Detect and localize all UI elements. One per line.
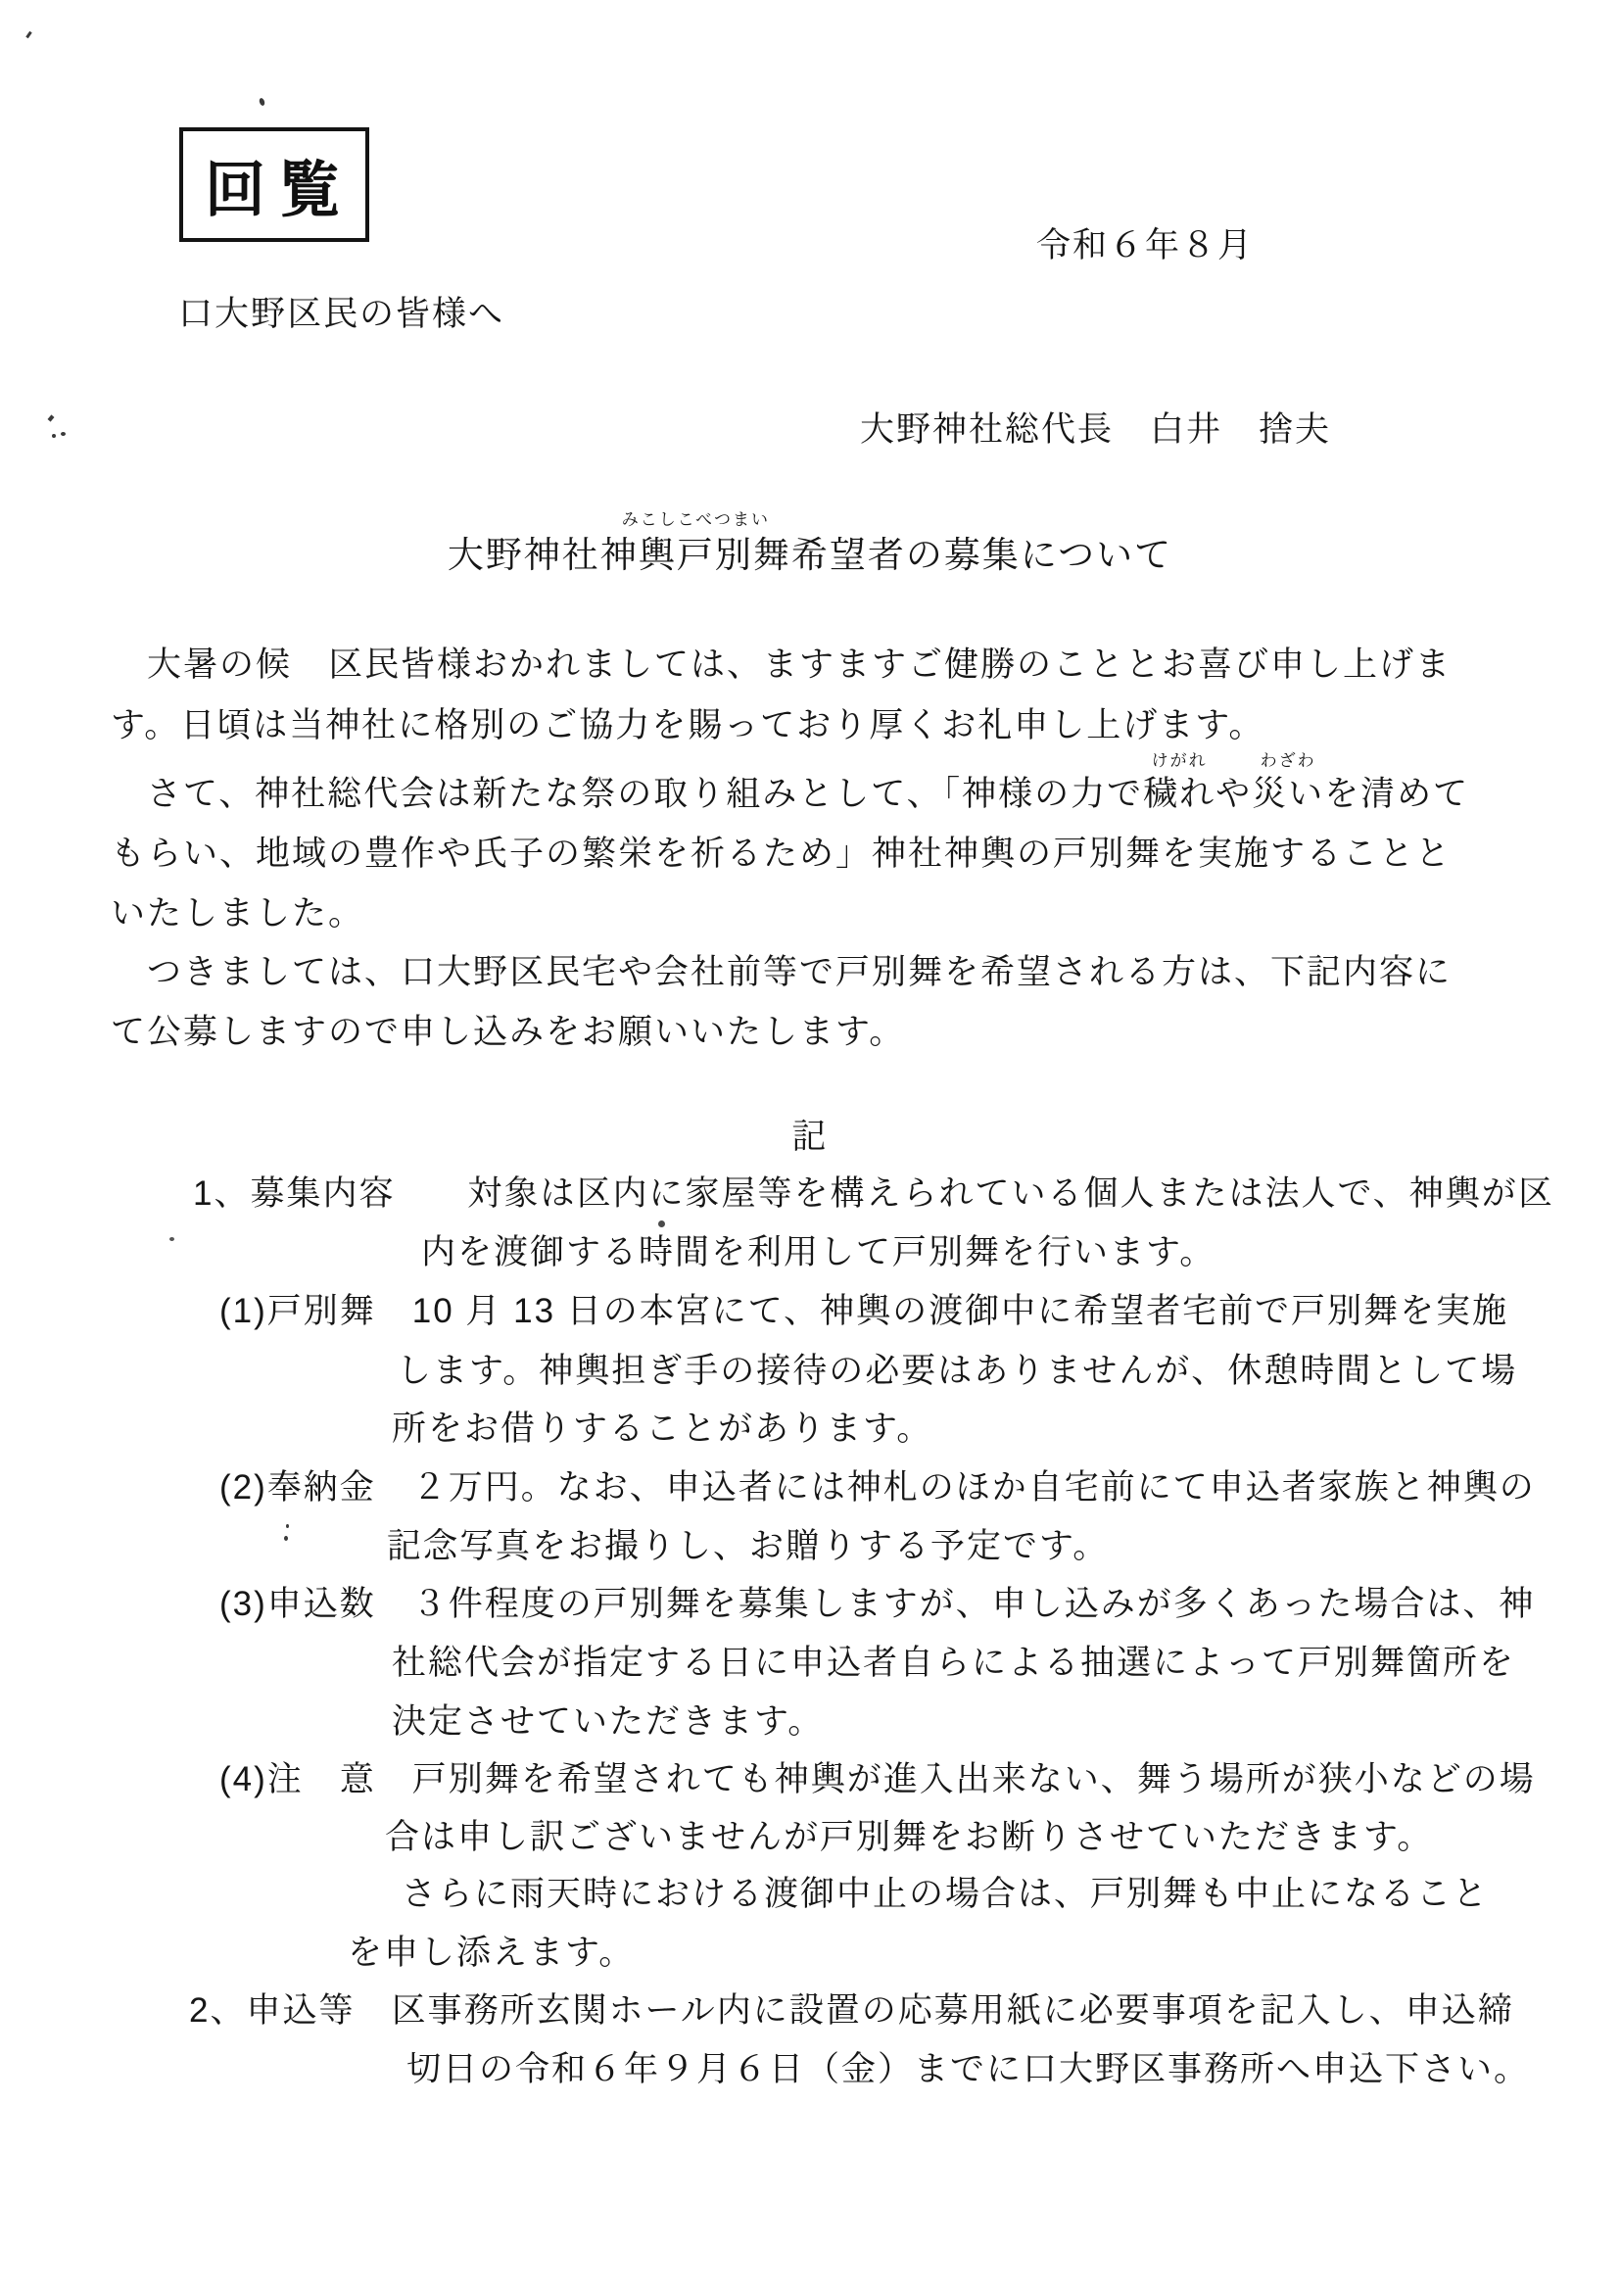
item-line: 1、募集内容 対象は区内に家屋等を構えられている個人または法人で、神輿が区 <box>193 1174 1554 1213</box>
body-line: つきましては、口大野区民宅や会社前等で戸別舞を希望される方は、下記内容に <box>111 953 1453 991</box>
issue-date: 令和６年８月 <box>1036 226 1255 264</box>
scan-speck <box>658 1220 665 1227</box>
circulation-stamp-label: 回覧 <box>204 157 354 224</box>
item-line: 記念写真をお撮りし、お贈りする予定です。 <box>387 1527 1110 1565</box>
scan-speck <box>52 434 56 438</box>
item-line: します。神輿担ぎ手の接待の必要はありませんが、休憩時間として場 <box>397 1352 1518 1390</box>
scan-speck <box>169 1237 174 1241</box>
item-line: 決定させていただきます。 <box>392 1702 825 1741</box>
item-line: を申し添えます。 <box>348 1934 636 1972</box>
item-line: (4)注 意 戸別舞を希望されても神輿が進入出来ない、舞う場所が狭小などの場 <box>219 1760 1536 1798</box>
scan-speck <box>25 31 31 38</box>
item-line: (1)戸別舞 10 月 13 日の本宮にて、神輿の渡御中に希望者宅前で戸別舞を実施 <box>219 1292 1509 1330</box>
body-line <box>111 751 1470 817</box>
body-text: を清めて <box>1324 775 1470 813</box>
item-line: 切日の令和６年９月６日（金）までに口大野区事務所へ申込下さい。 <box>406 2050 1531 2088</box>
item-line: さらに雨天時における渡御中止の場合は、戸別舞も中止になること <box>402 1875 1490 1913</box>
title-suffix: 希望者の募集について <box>790 535 1173 575</box>
item-line: 2、申込等 区事務所玄関ホール内に設置の応募用紙に必要事項を記入し、申込締 <box>189 1991 1514 2030</box>
title-prefix: 大野神社 <box>447 535 600 575</box>
title-ruby-host <box>599 510 791 578</box>
item-line: 所をお借りすることがあります。 <box>392 1410 933 1448</box>
body-line: いたしました。 <box>111 894 365 933</box>
title-ruby-base: 神輿戸別舞 <box>599 535 791 575</box>
scan-speck <box>259 97 265 106</box>
body-line: す。日頃は当神社に格別のご協力を賜っており厚くお礼申し上げます。 <box>111 706 1265 744</box>
ruby-base: 災い <box>1252 775 1325 813</box>
item-line: (2)奉納金 ２万円。なお、申込者には神札のほか自宅前にて申込者家族と神輿の <box>219 1468 1536 1507</box>
furigana: わざわ <box>1260 751 1316 770</box>
title-furigana: みこしこべつまい <box>621 510 771 529</box>
item-line: 合は申し訳ございませんが戸別舞をお断りさせていただきます。 <box>385 1818 1434 1856</box>
body-line: て公募しますので申し込みをお願いいたします。 <box>111 1013 906 1051</box>
recipient-line: 口大野区民の皆様へ <box>178 295 505 333</box>
item-line: 内を渡御する時間を利用して戸別舞を行います。 <box>421 1233 1216 1271</box>
record-marker: 記 <box>791 1118 829 1156</box>
sender-line: 大野神社総代長 白井 捨夫 <box>860 410 1332 449</box>
scan-speck <box>286 1524 289 1528</box>
body-text: や <box>1215 775 1253 813</box>
ruby-host <box>1252 751 1325 817</box>
scan-speck <box>48 414 55 421</box>
body-line: もらい、地域の豊作や氏子の繁栄を祈るため」神社神輿の戸別舞を実施することと <box>111 835 1453 873</box>
circulation-stamp <box>179 127 369 242</box>
body-line: 大暑の候 区民皆様おかれましては、ますますご健勝のこととお喜び申し上げま <box>111 646 1453 684</box>
furigana: けがれ <box>1151 751 1208 770</box>
item-line: (3)申込数 ３件程度の戸別舞を募集しますが、申し込みが多くあった場合は、神 <box>219 1585 1536 1623</box>
scan-speck <box>284 1536 288 1541</box>
body-text: さて、神社総代会は新たな祭の取り組みとして、「神様の力で <box>111 775 1144 813</box>
ruby-host <box>1143 751 1216 817</box>
scan-speck <box>61 432 66 436</box>
document-title <box>0 510 1620 578</box>
ruby-base: 穢れ <box>1143 775 1216 813</box>
item-line: 社総代会が指定する日に申込者自らによる抽選によって戸別舞箇所を <box>392 1644 1516 1682</box>
